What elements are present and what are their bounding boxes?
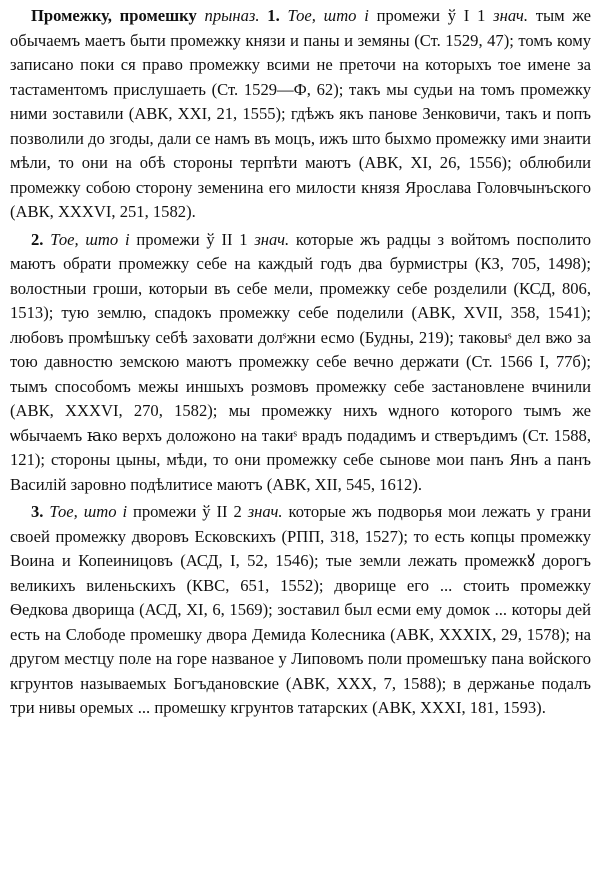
sense-definition: Тое, што і: [49, 502, 128, 521]
sense-reference: промежи ў І 1: [376, 6, 486, 25]
headword: Промежку, промешку: [31, 6, 197, 25]
sense-definition: Тое, што і: [50, 229, 130, 249]
sense-2: [10, 228, 591, 498]
sense-reference: промежи ў II 1: [136, 229, 248, 249]
sense-definition: Тое, што і: [287, 6, 369, 25]
sense-1: [10, 4, 591, 225]
sense-citations: которые жъ радцы з войтомъ посполито маютъ обрати промежку себе на каждый годъ два бурмистры (КЗ, 705, 1498); волостныи гроши, которыи въ себе мели, промежку себе розделили (КСД, 806, 1513); тую землю, спадокъ промежку себе поделили (АВК, XVII, 358, 1541); любовъ промѣшъку себѣ заховати долˢжни есмо (Будны, 219); таковыˢ дел вжо за тою давностю земскою маютъ промежку себе вечно держати (Ст. 1566 I, 77б); тымъ способомъ межы иншыхъ розмовъ промежку себе застановлене вчинили (АВК, XXXVI, 270, 1582); мы промежку нихъ ѡдного которого тымъ же ѡбычаемъ ꙗко верхъ доложоно на такиˢ врадъ подадимъ и стверъдимъ (Ст. 1588, 121); стороны цыны, мѣди, то они промежку себе сынове мои панъ Янъ а панъ Василій заровно подѣлитисе маютъ (АВК, XII, 545, 1612).: [10, 229, 591, 494]
sense-3: [10, 500, 591, 721]
sense-number: 1.: [267, 6, 280, 25]
sense-number: 3.: [31, 502, 44, 521]
sense-znach: знач.: [254, 229, 290, 249]
sense-reference: промежи ў II 2: [133, 502, 242, 521]
sense-citations: тым же обычаемъ маетъ быти промежку князи и паны и земяны (Ст. 1529, 47); томъ кому записано поки ся право промежку всими не преточи на которыхъ тое имене за тастаментомъ прислушаеть (Ст. 1529—Ф, 62); такъ мы судьи на томъ промежку ними зоставили (АВК, XXI, 21, 1555); гдѣжъ якъ панове Зенковичи, такъ и попъ позволили до згоды, дали се намъ въ моцъ, ижъ што быхмо промежку ими знаити мѣли, то они на обѣ стороны терпѣти маютъ (АВК, XI, 26, 1556); облюбили промежку собою сторону земенина его милости князя Ярослава Головчынъского (АВК, XXXVI, 251, 1582).: [10, 6, 592, 221]
sense-citations: которые жъ подворья мои лежать у грани своей промежку дворовъ Есковскихъ (РПП, 318, 1527); то есть копцы промежку Воина и Копеиницовъ (АСД, I, 52, 1546); тые земли лежать промежкꙋ дорогъ великихъ виленьскихъ (КВС, 651, 1552); дворище его ... стоить промежку Ѳедкова дворища (АСД, XI, 6, 1569); зоставил был есми ему домок ... которы дей есть на Слободе промешку двора Демида Колесника (АВК, XXXIX, 29, 1578); на другом местцу поле на горе названое у Липовомъ поли промешъку пана войского кгрунтов называемых Богъдановские (АВК, XXX, 7, 1588); в держанье подалъ три нивы оремых ... промешку кгрунтов татарских (АВК, XXXI, 181, 1593).: [10, 502, 591, 717]
sense-znach: знач.: [247, 502, 283, 521]
sense-znach: знач.: [493, 6, 528, 25]
sense-number: 2.: [31, 229, 44, 249]
part-of-speech: прыназ.: [204, 6, 260, 25]
